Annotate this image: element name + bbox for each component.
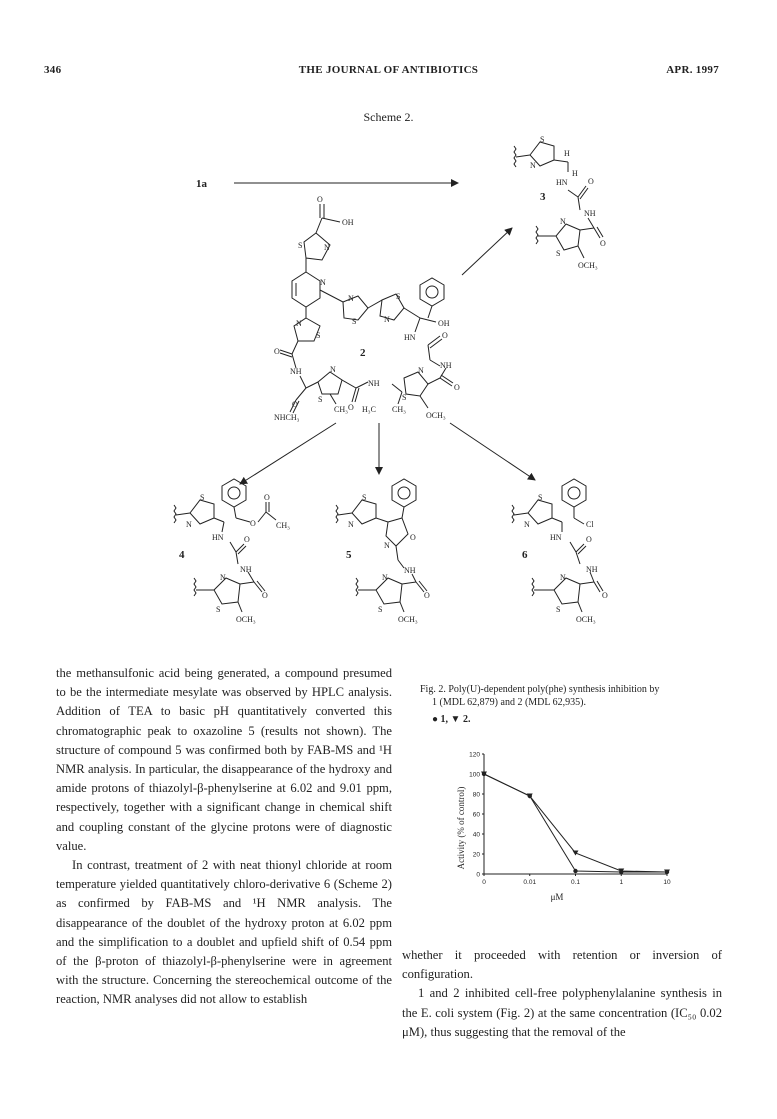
compound-1a-label: 1a <box>196 178 207 190</box>
atom-label: OCH₃ <box>236 615 256 624</box>
atom-label: O <box>317 195 323 204</box>
atom-label: OH <box>438 319 450 328</box>
series-line-1 <box>484 774 667 872</box>
atom-label: S <box>318 395 323 404</box>
atom-label: N <box>348 294 354 303</box>
atom-label: NH <box>586 565 598 574</box>
compound-2-label: 2 <box>360 347 366 359</box>
atom-label: O <box>424 591 430 600</box>
atom-label: CH₃ <box>334 405 348 414</box>
compound-3-label: 3 <box>540 191 546 203</box>
atom-label: O <box>586 535 592 544</box>
atom-label: OH <box>342 218 354 227</box>
atom-label: OCH₃ <box>578 261 598 270</box>
atom-label: N <box>384 541 390 550</box>
atom-label: S <box>352 317 357 326</box>
atom-label: S <box>200 493 205 502</box>
data-point-series-2 <box>573 851 579 856</box>
x-tick-label: 0.1 <box>570 879 581 886</box>
caption-line: 1 (MDL 62,879) and 2 (MDL 62,935). <box>432 697 586 708</box>
atom-label: S <box>538 493 543 502</box>
atom-label: H₃C <box>362 405 376 414</box>
y-tick-label: 60 <box>472 811 480 819</box>
atom-label: HN <box>404 333 416 342</box>
atom-label: NH <box>290 367 302 376</box>
atom-label: S <box>316 331 321 340</box>
atom-label: O <box>244 535 250 544</box>
x-tick-label: 0 <box>482 879 486 886</box>
atom-label: S <box>540 135 545 144</box>
atom-label: S <box>362 493 367 502</box>
y-tick-label: 100 <box>469 771 480 779</box>
atom-label: Cl <box>586 520 594 529</box>
paragraph: 1 and 2 inhibited cell-free polyphenylalanine synthesis in the E. coli system (Fig. 2) at the same concentration (IC₅₀ 0.02 μM), thus suggesting that the removal of the <box>402 986 722 1039</box>
atom-label: S <box>402 393 407 402</box>
atom-label: S <box>378 605 383 614</box>
atom-label: N <box>348 520 354 529</box>
atom-label: S <box>556 605 561 614</box>
atom-label: O <box>454 383 460 392</box>
compound-6-label: 6 <box>522 549 528 561</box>
atom-label: NHCH₃ <box>274 413 300 422</box>
page-number: 346 <box>44 64 62 76</box>
atom-label: CH₃ <box>392 405 406 414</box>
atom-label: O <box>602 591 608 600</box>
atom-label: NH <box>240 565 252 574</box>
atom-label: N <box>382 573 388 582</box>
y-tick-label: 40 <box>472 831 480 839</box>
series-line-2 <box>484 774 667 872</box>
y-tick-label: 120 <box>469 751 480 759</box>
atom-label: NH <box>368 379 380 388</box>
caption-line: Fig. 2. Poly(U)-dependent poly(phe) synthesis inhibition by <box>420 684 660 695</box>
x-tick-label: 10 <box>663 879 671 886</box>
y-axis-label: Activity (% of control) <box>456 786 466 870</box>
atom-label: S <box>396 292 401 301</box>
atom-label: S <box>556 249 561 258</box>
atom-label: N <box>560 573 566 582</box>
compound-4-label: 4 <box>179 549 185 561</box>
paragraph: the methansulfonic acid being generated, a compound presumed to be the intermediate mesylate was observed by HPLC analysis. Addition of TEA to basic pH quantitatively converted this chromatographic peak to oxazoline 5 (results not shown). The structure of compound 5 was confirmed both by FAB-MS and ¹H NMR analysis. In particular, the disappearance of the hydroxy and amide protons of thiazolyl-β-phenylserine at 6.02 and 9.01 ppm, respectively, together with a significant change in chemical shift and coupling constant of the glycine protons were of diagnostic value. <box>56 666 392 853</box>
compound-5-label: 5 <box>346 549 352 561</box>
atom-label: NH <box>584 209 596 218</box>
figure-legend: ● 1, ▼ 2. <box>432 714 471 725</box>
atom-label: O <box>600 239 606 248</box>
atom-label: N <box>296 319 302 328</box>
atom-label: N <box>320 278 326 287</box>
atom-label: O <box>442 331 448 340</box>
atom-label: O <box>588 177 594 186</box>
atom-label: O <box>262 591 268 600</box>
data-point-series-1 <box>573 869 577 873</box>
atom-label: H <box>564 149 570 158</box>
paragraph: whether it proceeded with retention or inversion of configuration. <box>402 948 722 982</box>
atom-label: OCH₃ <box>398 615 418 624</box>
activity-chart <box>440 748 700 908</box>
atom-label: S <box>216 605 221 614</box>
atom-label: HN <box>556 178 568 187</box>
scheme-title: Scheme 2. <box>363 110 414 124</box>
atom-label: NH <box>404 566 416 575</box>
atom-label: OCH₃ <box>576 615 596 624</box>
y-tick-label: 80 <box>472 791 480 799</box>
atom-label: S <box>298 241 303 250</box>
y-tick-label: 0 <box>476 871 480 879</box>
atom-label: O <box>264 493 270 502</box>
atom-label: N <box>560 217 566 226</box>
atom-label: O <box>274 347 280 356</box>
atom-label: N <box>418 366 424 375</box>
paragraph: In contrast, treatment of 2 with neat thionyl chloride at room temperature yielded quantitatively chloro-derivative 6 (Scheme 2) as confirmed by FAB-MS and ¹H NMR analysis. The disappearance of the doublet of the hydroxy proton at 6.02 ppm and the simplification to a doublet and upfield shift of 0.54 ppm of the β-proton of thiazolyl-β-phenylserine were in agreement with the structure. Concerning the stereochemical outcome of the reaction, NMR analyses did not allow to establish <box>56 858 392 1007</box>
atom-label: N <box>530 161 536 170</box>
atom-label: OCH₃ <box>426 411 446 420</box>
left-column <box>56 664 392 1010</box>
atom-label: O <box>250 519 256 528</box>
issue-date: APR. 1997 <box>666 64 719 76</box>
atom-label: N <box>324 243 330 252</box>
x-tick-label: 0.01 <box>523 879 537 886</box>
figure-caption <box>420 683 740 726</box>
right-column <box>402 946 722 1042</box>
atom-label: O <box>348 403 354 412</box>
y-tick-label: 20 <box>472 851 480 859</box>
atom-label: NH <box>440 361 452 370</box>
atom-label: H <box>572 169 578 178</box>
atom-label: HN <box>212 533 224 542</box>
atom-label: N <box>330 365 336 374</box>
x-tick-label: 1 <box>619 879 624 886</box>
atom-label: N <box>524 520 530 529</box>
atom-label: O <box>410 533 416 542</box>
atom-label: O <box>292 400 298 409</box>
journal-title: THE JOURNAL OF ANTIBIOTICS <box>298 64 479 76</box>
atom-label: CH₃ <box>276 521 290 530</box>
reaction-scheme <box>0 125 777 635</box>
x-axis-label: μM <box>550 892 564 902</box>
atom-label: N <box>186 520 192 529</box>
atom-label: HN <box>550 533 562 542</box>
atom-label: N <box>220 573 226 582</box>
atom-label: N <box>384 315 390 324</box>
